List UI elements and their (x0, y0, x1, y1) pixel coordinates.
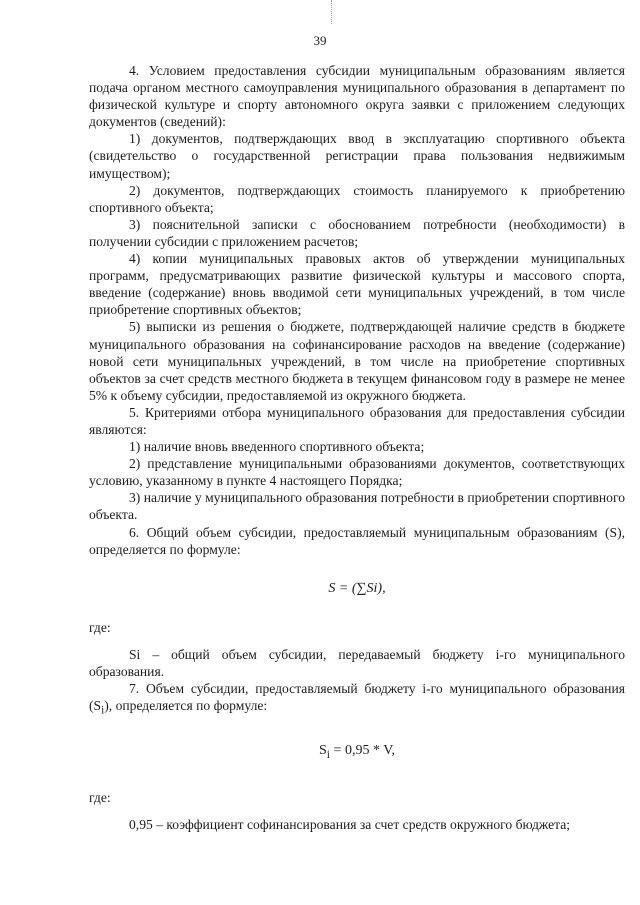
list-item-1: 1) документов, подтверждающих ввод в эксплуатацию спортивного объекта (свидетельство о государственной регистрации права пользования недвижимым имуществом); (89, 131, 625, 181)
document-body (89, 62, 625, 833)
definition-coefficient: 0,95 – коэффициент софинансирования за счет средств окружного бюджета; (129, 816, 571, 832)
where-label-2: где: (89, 789, 111, 805)
criteria-item-1: 1) наличие вновь введенного спортивного объекта; (129, 439, 425, 455)
definition-si: Si – общий объем субсидии, передаваемый бюджету i-го муниципального образования. (89, 646, 625, 679)
where-label-1: где: (89, 619, 111, 635)
page-number: 39 (313, 33, 327, 48)
paragraph-7-text-a: 7. Объем субсидии, предоставляемый бюджету i-го муниципального образования (S (89, 681, 625, 714)
list-item-3: 3) пояснительной записки с обоснованием потребности (необходимости) в получении субсидии с приложением расчетов; (89, 216, 625, 249)
paragraph-5: 5. Критериями отбора муниципального образования для предоставления субсидии являются: (89, 404, 625, 437)
paragraph-7-subscript: i (101, 704, 105, 717)
formula-total-subsidy: S = (∑Si), (328, 580, 386, 596)
paragraph-4: 4. Условием предоставления субсидии муниципальным образованиям является подача органом местного самоуправления муниципального образования в департамент по физической культуре и спорту автономного округа заявки с приложением следующих документов (сведений): (89, 63, 625, 130)
paragraph-6: 6. Общий объем субсидии, предоставляемый муниципальным образованиям (S), определяется по формуле: (89, 524, 625, 557)
formula-si-rhs: = 0,95 * V, (330, 743, 395, 758)
list-item-5: 5) выписки из решения о бюджете, подтверждающей наличие средств в бюджете муниципального образования на софинансирование расходов на введение (содержание) новой сети муниципальных учреждений, в том числе на приобретение спортивных объектов за счет средств местного бюджета в текущем финансовом году в размере не менее 5% к объему субсидии, предоставляемой из окружного бюджета. (89, 319, 625, 403)
formula-si-symbol: S (319, 743, 327, 758)
paragraph-7-text-b: ), определяется по формуле: (104, 698, 268, 714)
criteria-item-3: 3) наличие у муниципального образования потребности в приобретении спортивного объекта. (89, 490, 625, 523)
list-item-4: 4) копии муниципальных правовых актов об утверждении муниципальных программ, предусматривающих развитие физической культуры и массового спорта, введение (содержание) вновь вводимой сети муниципальных учреждений, в том числе приобретение спортивных объектов; (89, 251, 625, 318)
formula-si (89, 742, 625, 763)
formula-si-subscript: i (326, 747, 331, 761)
list-item-2: 2) документов, подтверждающих стоимость планируемого к приобретению спортивного объекта; (89, 182, 625, 215)
criteria-item-2: 2) представление муниципальными образованиями документов, соответствующих условию, указанному в пункте 4 настоящего Порядка; (89, 456, 625, 489)
paragraph-7 (89, 680, 625, 720)
scan-mark (331, 0, 336, 24)
